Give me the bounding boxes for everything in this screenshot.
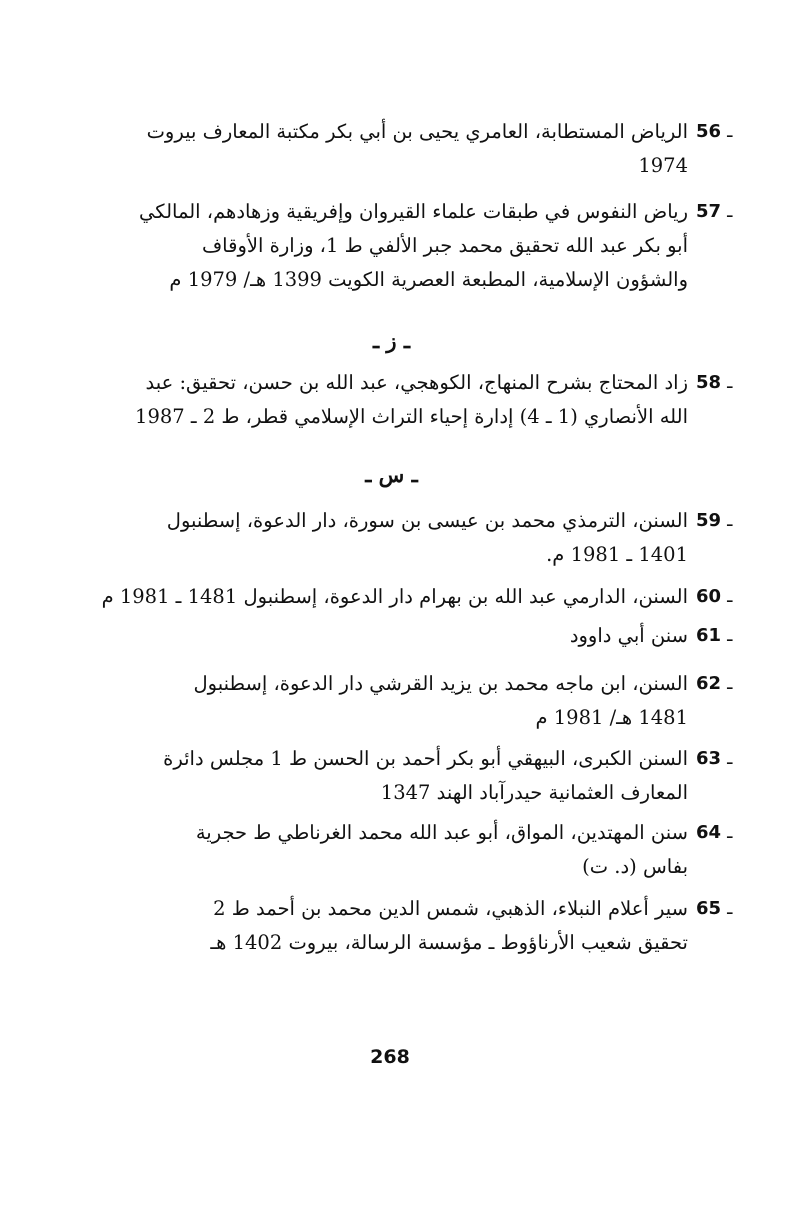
entry-number: 65 ـ [696,898,733,919]
bibliography-entry [88,816,733,884]
entry-line: سير أعلام النبلاء، الذهبي، شمس الدين محمد بن أحمد ط 2 [213,897,688,920]
entry-line: السنن الكبرى، البيهقي أبو بكر أحمد بن الحسن ط 1 مجلس دائرة [163,747,688,770]
section-heading-zay: ـ ز ـ [372,328,411,353]
entry-number: 64 ـ [696,822,733,843]
entry-line: سنن المهتدين، المواق، أبو عبد الله محمد الغرناطي ط حجرية [195,821,688,844]
entry-line: زاد المحتاج بشرح المنهاج، الكوهجي، عبد الله بن حسن، تحقيق: عبد [145,371,688,394]
entry-line: الرياض المستطابة، العامري يحيى بن أبي بكر مكتبة المعارف بيروت [146,120,688,143]
entry-line: 1974 [638,154,688,177]
entry-number: 60 ـ [696,586,733,607]
entry-line: 1481 هـ/ 1981 م [535,706,688,729]
entry-number: 63 ـ [696,748,733,769]
entry-number: 57 ـ [696,201,733,222]
entry-line: سنن أبي داوود [569,624,688,647]
bibliography-entry [88,892,733,960]
entry-line: المعارف العثمانية حيدرآباد الهند 1347 [380,781,688,804]
bibliography-entry [88,667,733,735]
entry-line: رياض النفوس في طبقات علماء القيروان وإفريقية وزهادهم، المالكي [139,200,688,223]
entry-number: 61 ـ [696,625,733,646]
bibliography-entry [88,366,733,434]
entry-line: 1401 ـ 1981 م. [546,543,688,566]
entry-line: بفاس (د. ت) [582,855,688,878]
bibliography-entry [88,195,733,297]
bibliography-entry [88,504,733,572]
page-number: 268 [370,1046,410,1068]
entry-line: الله الأنصاري (1 ـ 4) إدارة إحياء التراث الإسلامي قطر، ط 2 ـ 1987 [135,405,688,428]
entry-line: السنن، الدارمي عبد الله بن بهرام دار الدعوة، إسطنبول 1481 ـ 1981 م [101,585,688,608]
entry-line: تحقيق شعيب الأرناؤوط ـ مؤسسة الرسالة، بيروت 1402 هـ [210,931,688,954]
entry-number: 62 ـ [696,673,733,694]
entry-line: السنن، الترمذي محمد بن عيسى بن سورة، دار الدعوة، إسطنبول [166,509,688,532]
entry-number: 56 ـ [696,121,733,142]
bibliography-entry [88,115,733,183]
entry-number: 59 ـ [696,510,733,531]
entry-line: أبو بكر عبد الله تحقيق محمد جبر الألفي ط 1، وزارة الأوقاف [201,234,688,257]
entry-line: والشؤون الإسلامية، المطبعة العصرية الكويت 1399 هـ/ 1979 م [169,268,688,291]
entry-number: 58 ـ [696,372,733,393]
bibliography-entry [88,580,733,614]
bibliography-entry [88,742,733,810]
entry-line: السنن، ابن ماجه محمد بن يزيد القرشي دار الدعوة، إسطنبول [193,672,688,695]
bibliography-entry [88,619,733,653]
section-heading-seen: ـ س ـ [365,462,418,487]
